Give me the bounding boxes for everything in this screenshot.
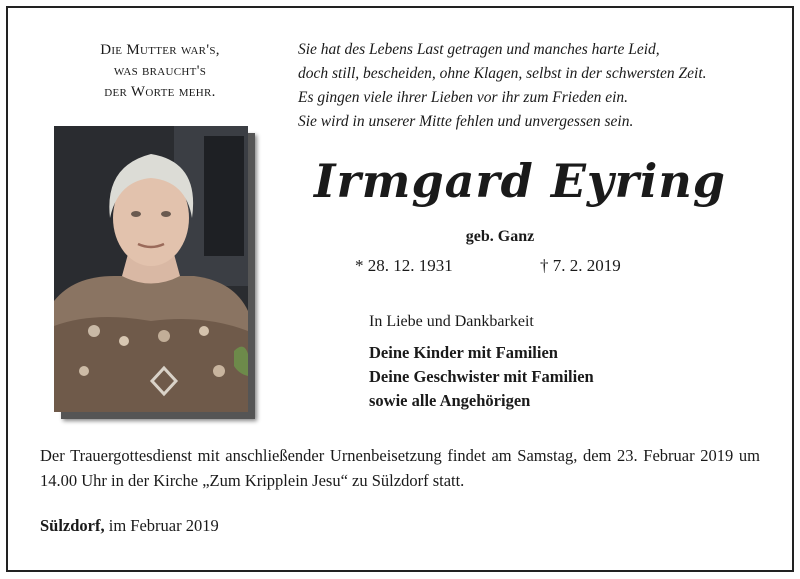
mourner-line: Deine Kinder mit Familien [369,343,558,362]
birth-date: * 28. 12. 1931 [355,256,453,275]
mourners-list [369,341,594,413]
service-announcement: Der Trauergottesdienst mit anschließender Urnenbeisetzung findet am Samstag, dem 23. Februar 2019 um 14.00 Uhr in der Kirche „Zum Kripplein Jesu“ zu Sülzdorf statt. [40,446,760,490]
mourner-line: Deine Geschwister mit Familien [369,367,594,386]
poem-line: doch still, bescheiden, ohne Klagen, selbst in der schwersten Zeit. [298,65,707,82]
death-date: † 7. 2. 2019 [540,256,621,275]
motto [40,40,280,103]
poem-line: Sie wird in unserer Mitte fehlen und unvergessen sein. [298,113,634,130]
place-date [40,516,219,536]
place-date-text: im Februar 2019 [108,516,219,535]
mourner-line: sowie alle Angehörigen [369,391,531,410]
poem-line: Sie hat des Lebens Last getragen und manches harte Leid, [298,41,660,58]
portrait-photo [54,126,248,412]
poem [298,38,778,134]
place-town: Sülzdorf, [40,516,105,535]
motto-line: was braucht's [113,63,207,79]
motto-line: der Worte mehr. [104,84,216,100]
portrait-image [54,126,248,412]
deceased-name: Irmgard Eyring [314,154,726,208]
maiden-name: geb. Ganz [465,228,535,245]
thanks-line: In Liebe und Dankbarkeit [369,313,534,330]
poem-line: Es gingen viele ihrer Lieben vor ihr zum Frieden ein. [298,89,629,106]
motto-line: Die Mutter war's, [100,42,220,58]
